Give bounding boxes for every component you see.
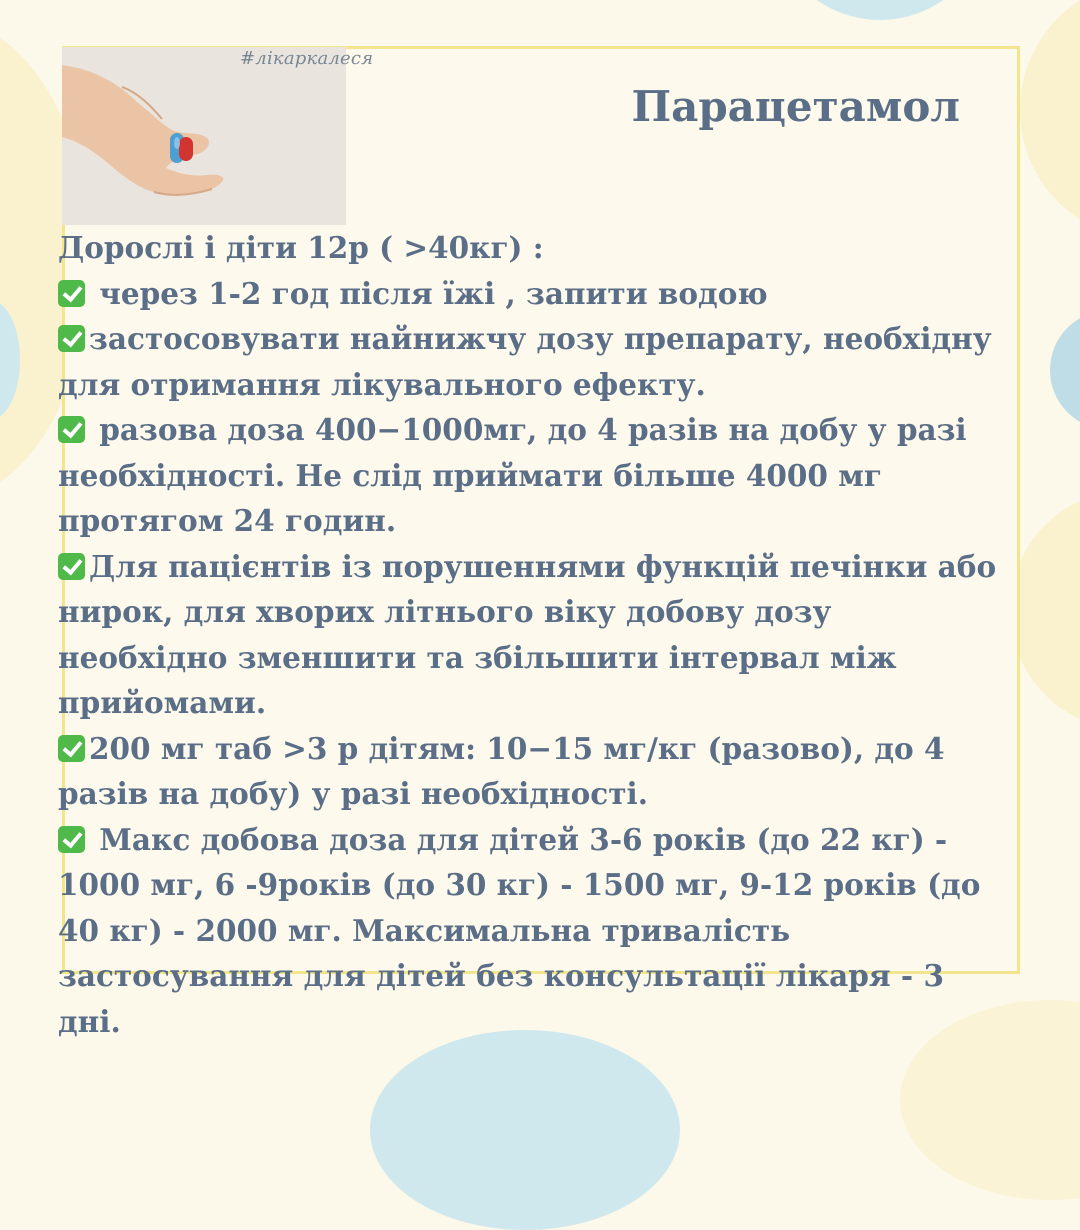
check-mark-icon: [58, 416, 85, 443]
list-item: через 1-2 год після їжі , запити водою: [58, 271, 1008, 317]
decor-circle-right-low: [1010, 490, 1080, 730]
decor-circle-right-top: [1020, 0, 1080, 240]
list-item: разова доза 400−1000мг, до 4 разів на добу у разі необхідності. Не слід приймати більше 4000 мг протягом 24 годин.: [58, 412, 967, 538]
hand-holding-capsule-photo: [62, 47, 346, 225]
check-mark-icon: [58, 325, 85, 352]
check-mark-icon: [58, 553, 85, 580]
decor-circle-right-mid: [1050, 310, 1080, 430]
list-item: 200 мг таб >3 р дітям: 10−15 мг/кг (разово), до 4 разів на добу) у разі необхідності.: [58, 730, 945, 811]
check-mark-icon: [58, 826, 85, 853]
decor-circle-bottom: [370, 1030, 680, 1230]
list-item: Для пацієнтів із порушеннями функцій печінки або нирок, для хворих літнього віку добову дозу необхідно зменшити та збільшити інтервал між прийомами.: [58, 548, 997, 720]
decor-circle-top: [770, 0, 990, 20]
dosage-text: [58, 225, 1008, 1044]
check-mark-icon: [58, 735, 85, 762]
list-item: Макс добова доза для дітей 3-6 років (до 22 кг) - 1000 мг, 6 -9років (до 30 кг) - 1500 мг, 9-12 років (до 40 кг) - 2000 мг. Максимальна тривалість застосування для дітей без консультації лікаря - 3 дні.: [58, 821, 981, 1039]
content-heading: Дорослі і діти 12р ( >40кг) :: [58, 230, 544, 265]
check-mark-icon: [58, 280, 85, 307]
list-item: застосовувати найнижчу дозу препарату, необхідну для отримання лікувального ефекту.: [58, 321, 992, 402]
page-title: Парацетамол: [631, 82, 960, 131]
hashtag: #лікаркалеся: [240, 48, 374, 69]
